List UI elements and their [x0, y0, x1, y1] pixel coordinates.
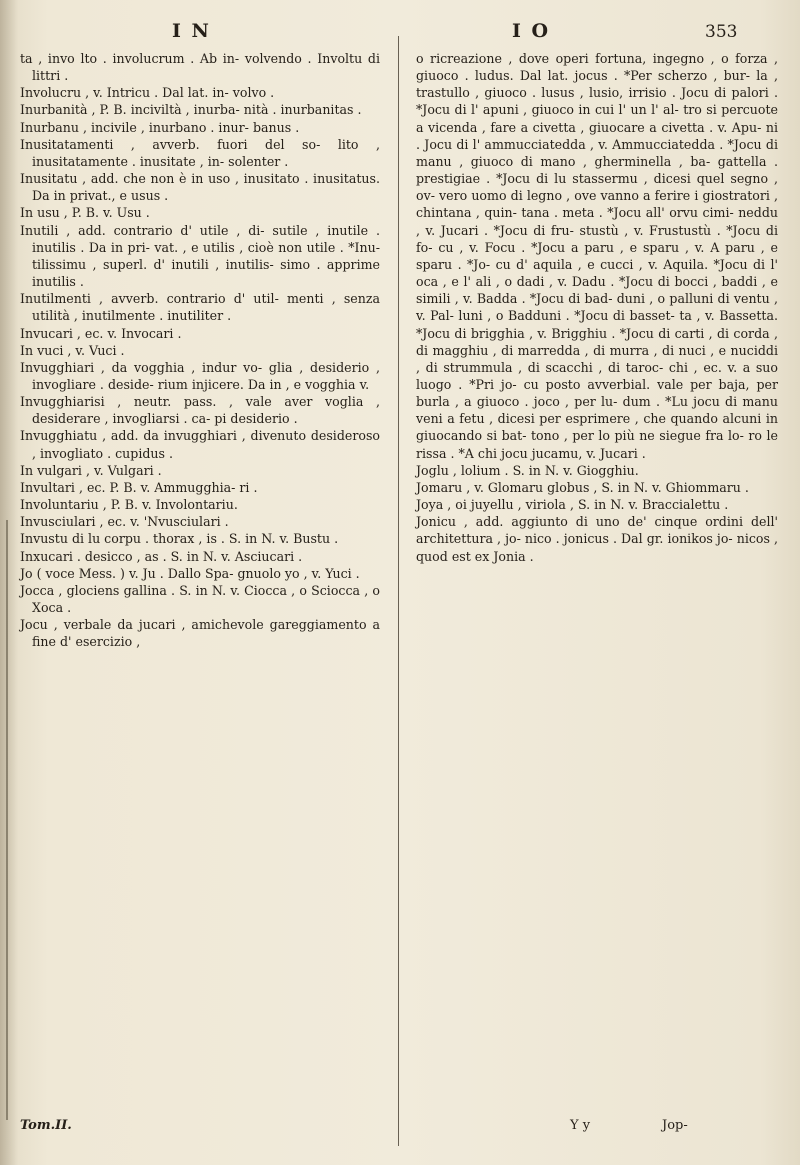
dictionary-entry: o ricreazione , dove operi fortuna, ingegno , o forza , giuoco . ludus. Dal lat. jocus . *Per scherzo , bur- la , trastullo , giuoco . lusus , lusio, irrisio . Jocu di palori . *Jocu di l' apuni , giuoco in cui l' un l' al- tro si percuote a vicenda , fare a civetta , giuocare a civetta . v. Apu- ni . Jocu di l' ammucciatedda , v. Ammucciatedda . *Jocu di manu , giuoco di mano , gherminella , ba- gattella . prestigiae . *Jocu di lu stassermu , dicesi quel segno , ov- vero uomo di legno , ove vanno a ferire i giostratori , chintana , quin- tana . meta . *Jocu all' orvu cimi- neddu , v. Jucari . *Jocu di fru- stustù , v. Frustustù . *Jocu di fo- cu , v. Focu . *Jocu a paru , e sparu , v. A paru , e sparu . *Jo- cu d' aquila , e cucci , v. Aquila. *Jocu di l' oca , e l' ali , o dadi , v. Dadu . *Jocu di bocci , baddi , e simili , v. Badda . *Jocu di bad- duni , o palluni di ventu , v. Pal- luni , o Badduni . *Jocu di basset- ta , v. Bassetta. *Jocu di brigghia , v. Brigghiu . *Jocu di carti , di corda , di magghiu , di marredda , di murra , di nuci , e nuciddi , di strummula , di scacchi , di taroc- chi , ec. v. a suo luogo . *Pri jo- cu posto avverbial. vale per baja, per burla , a giuoco . joco , per lu- dum . *Lu jocu di manu veni a fetu , dicesi per esprimere , che quando alcuni in giuocando si bat- tono , per lo più ne siegue fra lo- ro le rissa . *A chi jocu jucamu, v. Jucari .: [416, 51, 778, 461]
column-rule: [398, 36, 399, 1146]
dictionary-entry: Invucari , ec. v. Invocari .: [20, 325, 182, 341]
running-head-left: I N: [172, 20, 211, 42]
dictionary-entry: Jocca , glociens gallina . S. in N. v. Ciocca , o Sciocca , o Xoca .: [20, 582, 380, 615]
dictionary-entry: Involuntariu , P. B. v. Involontariu.: [20, 497, 238, 513]
margin-bracket: [6, 520, 12, 1120]
dictionary-entry: Invultari , ec. P. B. v. Ammugghia- ri .: [20, 479, 258, 495]
dictionary-entry: Inutilmenti , avverb. contrario d' util- menti , senza utilità , inutilmente . inutiliter .: [20, 291, 380, 324]
dictionary-entry: ta , invo lto . involucrum . Ab in- volvendo . Involtu di littri .: [20, 51, 380, 84]
dictionary-entry: Joglu , lolium . S. in N. v. Giogghiu.: [416, 462, 639, 478]
dictionary-entry: In vuci , v. Vuci .: [20, 342, 125, 358]
dictionary-entry: Inusitatu , add. che non è in uso , inusitato . inusitatus. Da in privat., e usus .: [20, 171, 380, 204]
dictionary-entry: Invugghiari , da vogghia , indur vo- glia , desiderio , invogliare . deside- rium injicere. Da in , e vogghia v.: [20, 359, 380, 392]
dictionary-entry: Joya , oi juyellu , viriola , S. in N. v. Braccialettu .: [416, 497, 729, 513]
dictionary-entry: Invustu di lu corpu . thorax , is . S. in N. v. Bustu .: [20, 531, 339, 547]
dictionary-entry: Inutili , add. contrario d' utile , di- sutile , inutile . inutilis . Da in pri- vat. , e utilis , cioè non utile . *Inu- tilissimu , superl. d' inutili , inutilis- simo . apprime inutilis .: [20, 222, 380, 290]
dictionary-entry: Inurbanu , incivile , inurbano . inur- banus .: [20, 119, 300, 135]
page-number: 353: [705, 22, 738, 42]
dictionary-entry: Jonicu , add. aggiunto di uno de' cinque ordini dell' architettura , jo- nico . jonicus . Dal gr. ionikos jo- nicos , quod est ex Jonia .: [416, 514, 778, 564]
catchword: Jop-: [662, 1118, 688, 1133]
signature-mark: Y y: [570, 1118, 591, 1133]
left-column: [20, 50, 380, 650]
dictionary-entry: Invugghiatu , add. da invugghiari , divenuto desideroso , invogliato . cupidus .: [20, 428, 380, 461]
dictionary-entry: Invugghiarisi , neutr. pass. , vale aver voglia , desiderare , invogliarsi . ca- pi desiderio .: [20, 394, 380, 427]
dictionary-entry: Inurbanità , P. B. inciviltà , inurba- nità . inurbanitas .: [20, 102, 362, 118]
dictionary-entry: Inusitatamenti , avverb. fuori del so- lito , inusitatamente . inusitate , in- solenter .: [20, 136, 380, 169]
dictionary-entry: Jocu , verbale da jucari , amichevole gareggiamento a fine d' esercizio ,: [20, 617, 380, 650]
right-column: [416, 50, 778, 565]
volume-signature: Tom.II.: [20, 1118, 72, 1133]
running-head-right: I O: [512, 20, 551, 42]
dictionary-entry: Invusciulari , ec. v. 'Nvusciulari .: [20, 514, 229, 530]
dictionary-entry: Jo ( voce Mess. ) v. Ju . Dallo Spa- gnuolo yo , v. Yuci .: [20, 565, 360, 581]
dictionary-entry: Inxucari . desicco , as . S. in N. v. Asciucari .: [20, 548, 303, 564]
dictionary-entry: In vulgari , v. Vulgari .: [20, 462, 162, 478]
dictionary-entry: In usu , P. B. v. Usu .: [20, 205, 150, 221]
dictionary-entry: Jomaru , v. Glomaru globus , S. in N. v. Ghiommaru .: [416, 479, 749, 495]
dictionary-entry: Involucru , v. Intricu . Dal lat. in- volvo .: [20, 85, 275, 101]
